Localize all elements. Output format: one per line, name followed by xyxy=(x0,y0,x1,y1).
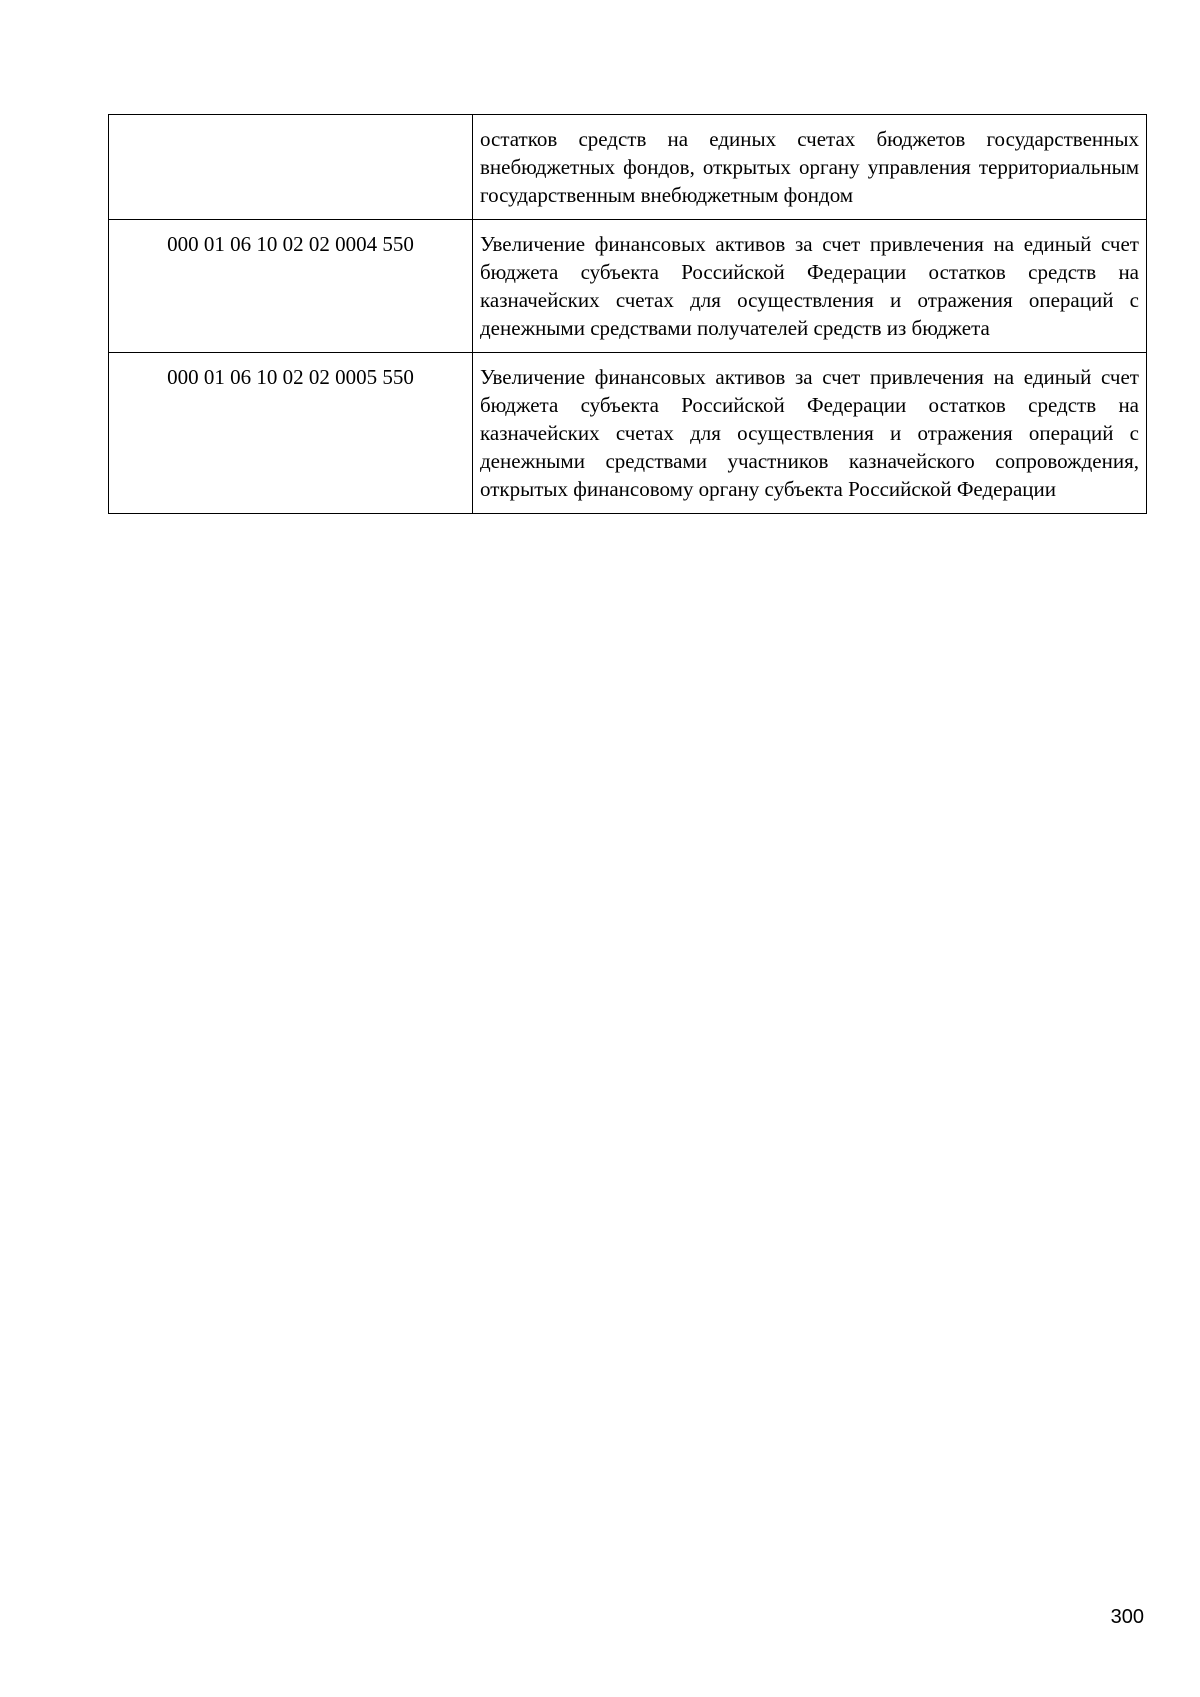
code-cell xyxy=(109,115,473,220)
code-cell: 000 01 06 10 02 02 0005 550 xyxy=(109,353,473,514)
table-row xyxy=(109,353,1147,514)
description-cell: Увеличение финансовых активов за счет привлечения на единый счет бюджета субъекта Российской Федерации остатков средств на казначейских счетах для осуществления и отражения операций с денежными средствами получателей средств из бюджета xyxy=(473,220,1147,353)
description-cell: остатков средств на единых счетах бюджетов государственных внебюджетных фондов, открытых органу управления территориальным государственным внебюджетным фондом xyxy=(473,115,1147,220)
page-number: 300 xyxy=(1110,1606,1144,1628)
table-row xyxy=(109,115,1147,220)
table-row xyxy=(109,220,1147,353)
budget-code-table xyxy=(108,114,1147,514)
code-cell: 000 01 06 10 02 02 0004 550 xyxy=(109,220,473,353)
description-cell: Увеличение финансовых активов за счет привлечения на единый счет бюджета субъекта Российской Федерации остатков средств на казначейских счетах для осуществления и отражения операций с денежными средствами участников казначейского сопровождения, открытых финансовому органу субъекта Российской Федерации xyxy=(473,353,1147,514)
